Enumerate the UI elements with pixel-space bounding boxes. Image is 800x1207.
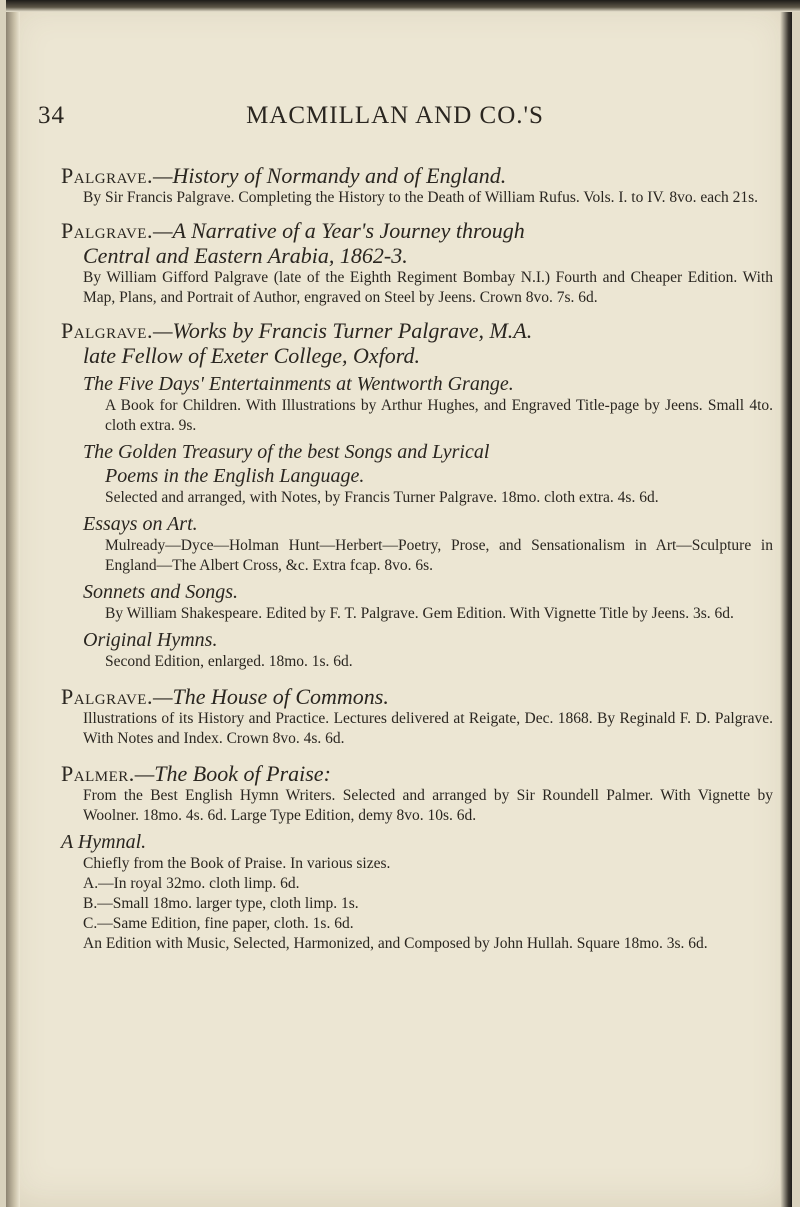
- catalogue-entry: [61, 163, 773, 208]
- book-description: By William Shakespeare. Edited by F. T. Palgrave. Gem Edition. With Vignette Title by Jeens. 3s. 6d.: [105, 605, 734, 622]
- catalogue-entry: [61, 761, 773, 826]
- entry-description: By Sir Francis Palgrave. Completing the History to the Death of William Rufus. Vols. I. to IV. 8vo. each 21s.: [83, 189, 758, 206]
- entry-title: —A Narrative of a Year's Journey through: [152, 218, 525, 243]
- catalogue-entry: [61, 684, 773, 749]
- entry-heading: [61, 761, 773, 786]
- catalogue-content: [61, 155, 773, 954]
- entry-heading: [61, 318, 773, 343]
- book-title: Sonnets and Songs.: [83, 581, 238, 603]
- book-title: Original Hymns.: [83, 629, 218, 651]
- entry-description: From the Best English Hymn Writers. Selected and arranged by Sir Roundell Palmer. With Vignette by Woolner. 18mo. 4s. 6d. Large Type Edition, demy 8vo. 10s. 6d.: [83, 787, 773, 824]
- running-head: [38, 102, 752, 142]
- running-head-title: MACMILLAN AND CO.'S: [246, 102, 544, 129]
- entry-title-continued: late Fellow of Exeter College, Oxford.: [83, 343, 421, 368]
- book-item: [61, 512, 773, 576]
- book-title-continued: Poems in the English Language.: [105, 465, 365, 487]
- entry-heading: [61, 163, 773, 188]
- entry-description: By William Gifford Palgrave (late of the Eighth Regiment Bombay N.I.) Fourth and Cheaper Edition. With Map, Plans, and Portrait of Author, engraved on Steel by Jeens. Crown 8vo. 7s. 6d.: [83, 269, 773, 306]
- book-title: The Golden Treasury of the best Songs and Lyrical: [83, 441, 490, 463]
- entry-description: Illustrations of its History and Practice. Lectures delivered at Reigate, Dec. 1868. By Reginald F. D. Palgrave. With Notes and Index. Crown 8vo. 4s. 6d.: [83, 710, 773, 747]
- book-item: [61, 628, 773, 672]
- entry-author: Palgrave.: [61, 163, 153, 188]
- entry-title: —Works by Francis Turner Palgrave, M.A.: [152, 318, 533, 343]
- page-right-edge: [780, 0, 792, 1207]
- entry-title: —The House of Commons.: [152, 684, 389, 709]
- entry-description: An Edition with Music, Selected, Harmonized, and Composed by John Hullah. Square 18mo. 3s. 6d.: [83, 935, 708, 952]
- entry-author: Palgrave.: [61, 318, 153, 343]
- book-item: [61, 580, 773, 624]
- entry-title: —History of Normandy and of England.: [152, 163, 507, 188]
- book-item: [61, 440, 773, 508]
- entry-author: Palgrave.: [61, 218, 153, 243]
- book-description: Mulready—Dyce—Holman Hunt—Herbert—Poetry, Prose, and Sensationalism in Art—Sculpture in England—The Albert Cross, &c. Extra fcap. 8vo. 6s.: [105, 537, 773, 574]
- entry-title: —The Book of Praise:: [134, 761, 331, 786]
- entry-title-continued: Central and Eastern Arabia, 1862-3.: [83, 243, 408, 268]
- edition-line: C.—Same Edition, fine paper, cloth. 1s. 6d.: [83, 915, 354, 932]
- catalogue-entry: [61, 218, 773, 308]
- page-number: 34: [38, 102, 65, 129]
- entry-description: Chiefly from the Book of Praise. In various sizes.: [83, 855, 391, 872]
- book-title: The Five Days' Entertainments at Wentworth Grange.: [83, 373, 514, 395]
- book-page: [6, 0, 792, 1207]
- catalogue-entry: [61, 318, 773, 672]
- edition-line: B.—Small 18mo. larger type, cloth limp. 1s.: [83, 895, 359, 912]
- entry-author: Palgrave.: [61, 684, 153, 709]
- book-title: A Hymnal.: [61, 831, 147, 853]
- entry-author: Palmer.: [61, 761, 135, 786]
- entry-heading: [61, 684, 773, 709]
- entry-heading: [61, 218, 773, 243]
- book-description: Selected and arranged, with Notes, by Francis Turner Palgrave. 18mo. cloth extra. 4s. 6d.: [105, 489, 659, 506]
- page-top-edge: [6, 0, 800, 12]
- book-title: Essays on Art.: [83, 513, 198, 535]
- book-item: [61, 372, 773, 436]
- catalogue-entry: [61, 830, 773, 954]
- book-description: Second Edition, enlarged. 18mo. 1s. 6d.: [105, 653, 353, 670]
- page-binding-edge: [6, 0, 20, 1207]
- book-description: A Book for Children. With Illustrations by Arthur Hughes, and Engraved Title-page by Jeens. Small 4to. cloth extra. 9s.: [105, 397, 773, 434]
- edition-line: A.—In royal 32mo. cloth limp. 6d.: [83, 875, 300, 892]
